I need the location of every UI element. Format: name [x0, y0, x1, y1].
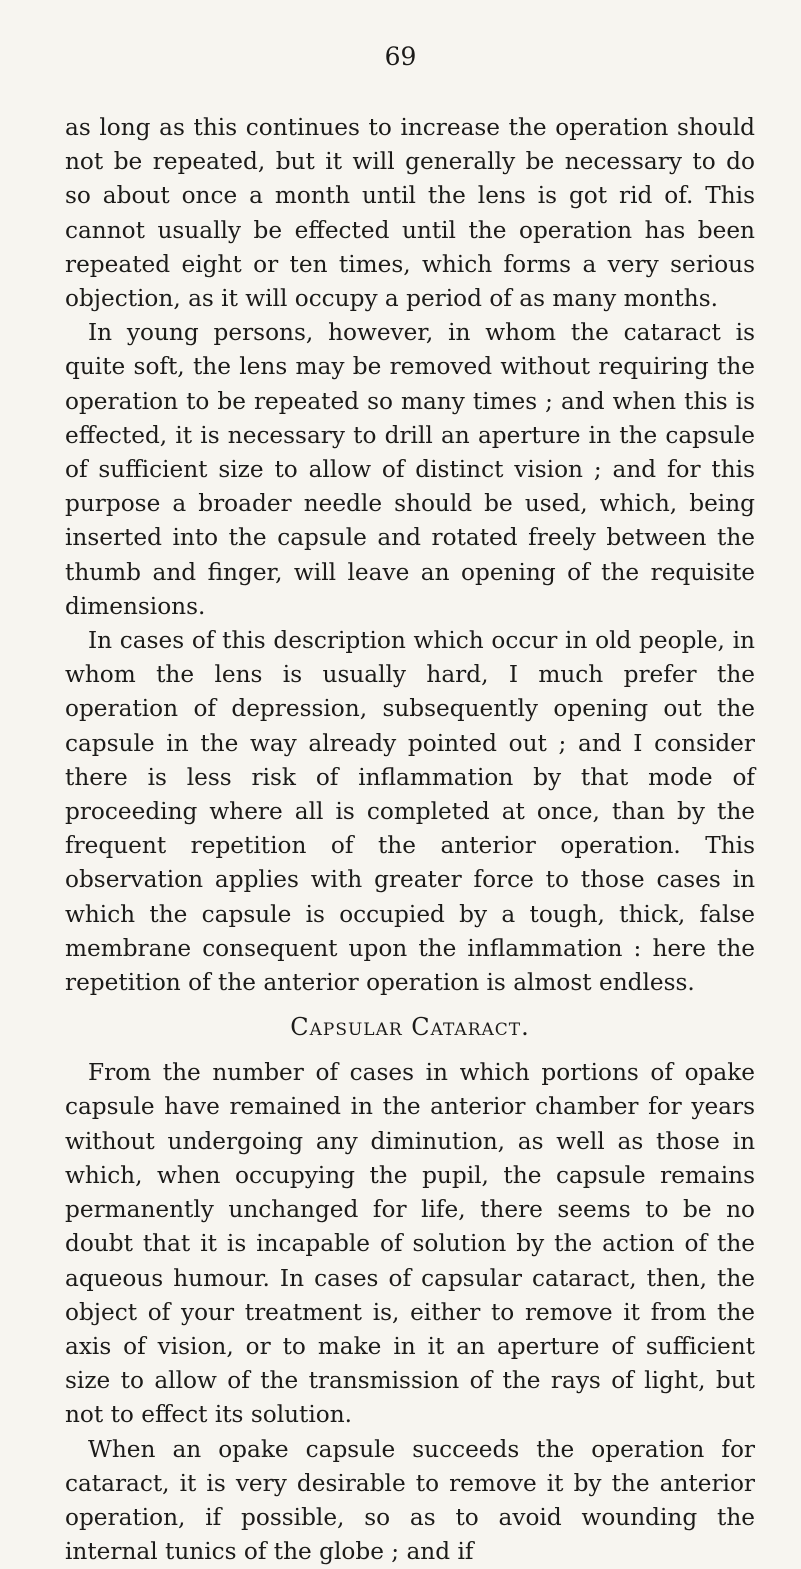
page-text	[65, 111, 755, 1569]
paragraph-2: In young persons, however, in whom the cataract is quite soft, the lens may be removed without requiring the operation to be repeated so many times ; and when this is effected, it is necessary to drill an aperture in the capsule of sufficient size to allow of distinct vision ; and for this purpose a broader needle should be used, which, being inserted into the capsule and rotated freely between the thumb and finger, will leave an opening of the requisite dimensions.	[65, 319, 755, 620]
paragraph-4: From the number of cases in which portions of opake capsule have remained in the anterior chamber for years without undergoing any diminution, as well as those in which, when occupying the pupil, the capsule remains permanently unchanged for life, there seems to be no doubt that it is incapable of solution by the action of the aqueous humour. In cases of capsular cataract, then, the object of your treatment is, either to remove it from the axis of vision, or to make in it an aperture of sufficient size to allow of the transmission of the rays of light, but not to effect its solution.	[65, 1059, 755, 1429]
section-heading: Capsular Cataract.	[290, 1013, 530, 1042]
page-number: 69	[384, 42, 417, 71]
paragraph-1: as long as this continues to increase the operation should not be repeated, but it will generally be necessary to do so about once a month until the lens is got rid of. This cannot usually be effected until the operation has been repeated eight or ten times, which forms a very serious objection, as it will occupy a period of as many months.	[65, 114, 755, 313]
paragraph-3: In cases of this description which occur in old people, in whom the lens is usually hard, I much prefer the operation of depression, subsequently opening out the capsule in the way already pointed out ; and I consider there is less risk of inflammation by that mode of proceeding where all is completed at once, than by the frequent repetition of the anterior operation. This observation applies with greater force to those cases in which the capsule is occupied by a tough, thick, false membrane consequent upon the inflammation : here the repetition of the anterior operation is almost endless.	[65, 627, 755, 997]
paragraph-5: When an opake capsule succeeds the operation for cataract, it is very desirable to remove it by the anterior operation, if possible, so as to avoid wounding the internal tunics of the globe ; and if	[65, 1435, 755, 1566]
